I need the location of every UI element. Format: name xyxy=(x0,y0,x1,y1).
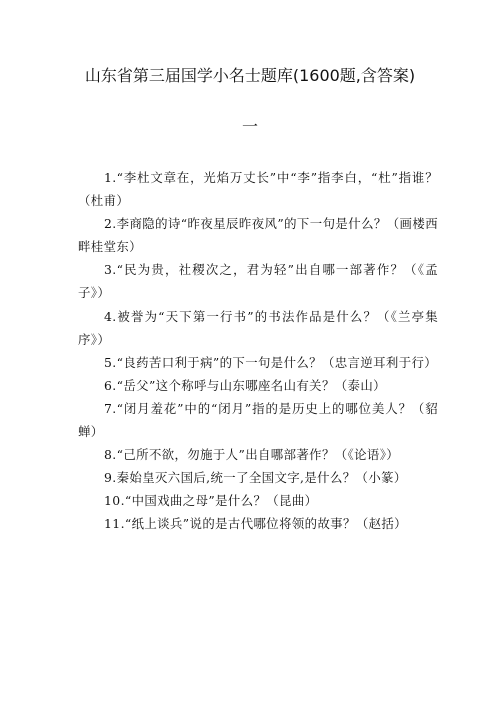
document-title: 山东省第三届国学小名士题库(1600题,含答案) xyxy=(84,66,416,85)
question-item: 6.“岳父”这个称呼与山东哪座名山有关？（泰山） xyxy=(104,377,386,393)
question-item: 5.“良药苦口利于病”的下一句是什么？（忠言逆耳利于行） xyxy=(104,354,438,370)
question-list xyxy=(78,166,438,536)
question-item: 8.“己所不欲，勿施于人”出自哪部著作？（《论语》） xyxy=(104,447,400,463)
question-item: 10.“中国戏曲之母”是什么？（昆曲） xyxy=(104,493,318,509)
question-item: 11.“纸上谈兵”说的是古代哪位将领的故事？（赵括） xyxy=(104,516,407,532)
question-item: 9.秦始皇灭六国后,统一了全国文字,是什么？（小篆） xyxy=(104,470,407,486)
question-item: 3.“民为贵，社稷次之，君为轻”出自哪一部著作？（《孟子》） xyxy=(78,262,438,301)
question-item: 1.“李杜文章在，光焰万丈长”中“李”指李白，“杜”指谁？（杜甫） xyxy=(78,170,438,209)
question-item: 7.“闭月羞花”中的“闭月”指的是历史上的哪位美人？（貂蝉） xyxy=(78,400,438,440)
question-item: 4.被誉为“天下第一行书”的书法作品是什么？（《兰亭集序》） xyxy=(78,308,438,347)
question-item: 2.李商隐的诗“昨夜星辰昨夜风”的下一句是什么？（画楼西畔桂堂东） xyxy=(78,216,438,255)
document-subtitle: 一 xyxy=(241,117,258,136)
